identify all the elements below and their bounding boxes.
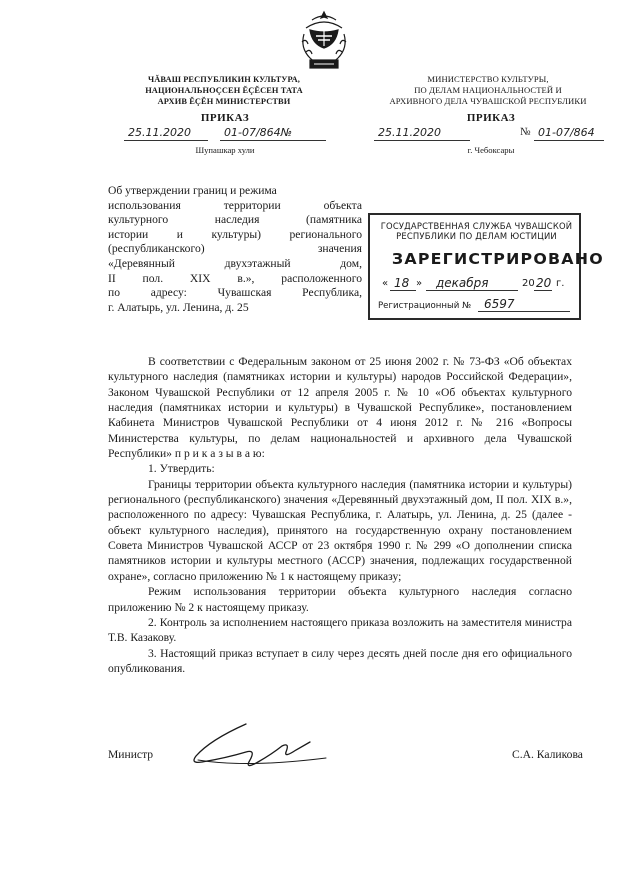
body-paragraph-item-2: 2. Контроль за исполнением настоящего приказа возложить на заместителя министра Т.В. Казакову. — [108, 615, 572, 645]
signatory-role: Министр — [108, 748, 154, 761]
body-paragraph-regime: Режим использования территории объекта культурного наследия согласно приложению № 2 к настоящему приказу. — [108, 585, 572, 614]
right-number-underline — [534, 140, 604, 141]
stamp-date-day: 18 — [394, 276, 410, 290]
left-order-number: 01-07/864№ — [224, 126, 293, 139]
left-order-date: 25.11.2020 — [128, 126, 191, 139]
right-org-line-3: АРХИВНОГО ДЕЛА ЧУВАШСКОЙ РЕСПУБЛИКИ — [389, 96, 587, 106]
left-org-line-2: НАЦИОНАЛЬНОÇСЕН ĔÇĔСЕН ТАТА — [145, 86, 303, 95]
registration-stamp — [368, 213, 604, 320]
order-body — [108, 354, 572, 676]
title-line: г. Алатырь, ул. Ленина, д. 25 — [108, 300, 249, 314]
stamp-day-underline — [390, 290, 416, 291]
left-order-label: ПРИКАЗ — [200, 112, 250, 124]
stamp-date-month: декабря — [436, 276, 489, 290]
body-paragraph-preamble: В соответствии с Федеральным законом от 25 июня 2002 г. № 73-ФЗ «Об объектах культурного наследия (памятниках истории и культуры) народов Российской Федерации», Законом Чувашской Республики от 12 апреля 2005 г. № 10 «Об объектах культурного наследия (памятниках истории и культуры) в Чувашской Республике», постановлением Кабинета Министров Чувашской Республики от 4 июня 2012 г. № 216 «Вопросы Министерства культуры, по делам национальностей и архивного дела Чувашской Республики» п р и к а з ы в а ю: — [108, 355, 572, 461]
title-line: использования территории объекта — [108, 198, 362, 212]
right-order-place: г. Чебоксары — [467, 145, 515, 155]
left-order-place: Шупашкар хули — [195, 145, 255, 155]
stamp-date-year: 20 — [536, 276, 552, 290]
right-order-date: 25.11.2020 — [378, 126, 441, 139]
chuvash-emblem-icon — [296, 8, 352, 74]
title-line: «Деревянный двухэтажный дом, — [108, 256, 362, 270]
stamp-authority — [378, 221, 575, 241]
right-date-underline — [374, 140, 470, 141]
title-line: по адресу: Чувашская Республика, — [108, 286, 362, 300]
right-number-prefix: № — [520, 126, 531, 138]
stamp-line-1: ГОСУДАРСТВЕННАЯ СЛУЖБА ЧУВАШСКОЙ — [380, 221, 573, 231]
stamp-registered-text: ЗАРЕГИСТРИРОВАНО — [391, 250, 604, 268]
stamp-registration-number — [378, 297, 575, 311]
order-title — [108, 184, 362, 315]
left-org-line-3: АРХИВ ĔÇĔН МИНИСТЕРСТВИ — [157, 97, 291, 106]
title-line: (республиканского) значения — [108, 242, 362, 256]
stamp-reg-number: 6597 — [484, 297, 515, 311]
handwritten-signature — [186, 716, 336, 778]
left-date-underline — [124, 140, 208, 141]
stamp-reg-underline — [478, 311, 570, 312]
left-org-line-1: ЧĂВАШ РЕСПУБЛИКИН КУЛЬТУРА, — [148, 75, 300, 84]
right-org-line-1: МИНИСТЕРСТВО КУЛЬТУРЫ, — [427, 74, 549, 84]
title-line: истории и культуры) регионального — [108, 227, 362, 241]
stamp-quote-open: « — [382, 278, 389, 289]
left-organization-header — [126, 74, 322, 107]
title-line: II пол. XIX в.», расположенного — [108, 271, 362, 285]
right-org-line-2: ПО ДЕЛАМ НАЦИОНАЛЬНОСТЕЙ И — [414, 85, 562, 95]
right-order-number: 01-07/864 — [538, 126, 595, 139]
stamp-year-suffix: г. — [556, 278, 565, 289]
title-line: Об утверждении границ и режима — [108, 184, 277, 197]
right-order-label: ПРИКАЗ — [466, 112, 516, 124]
stamp-month-underline — [426, 290, 518, 291]
stamp-year-prefix: 20 — [522, 278, 535, 289]
body-paragraph-item-3: 3. Настоящий приказ вступает в силу через десять дней после дня его официального опубликования. — [108, 646, 572, 675]
left-order-line — [120, 125, 330, 143]
stamp-line-2: РЕСПУБЛИКИ ПО ДЕЛАМ ЮСТИЦИИ — [396, 231, 557, 241]
stamp-year-underline — [534, 290, 552, 291]
right-order-line — [372, 125, 612, 143]
body-paragraph-item-1: 1. Утвердить: — [148, 462, 215, 476]
right-organization-header — [376, 74, 600, 107]
left-number-underline — [220, 140, 326, 141]
signatory-name: С.А. Каликова — [512, 748, 583, 761]
stamp-reg-label: Регистрационный № — [378, 301, 471, 311]
title-line: культурного наследия (памятника — [108, 213, 362, 227]
body-paragraph-boundaries: Границы территории объекта культурного наследия (памятника истории и культуры) регионального (республиканского) значения «Деревянный двухэтажный дом, II пол. XIX в.», расположенного по адресу: Чувашская Республика, г. Алатырь, ул. Ленина, д. 25 (далее - объект культурного наследия), принятого на государственную охрану постановлением Совета Министров Чувашской АССР от 23 октября 1990 г. № 299 «О дополнении списка памятников истории и культуры местного (АССР) значения, подлежащих государственной охране», согласно приложению № 1 к настоящему приказу; — [108, 477, 572, 583]
stamp-quote-close: » — [416, 278, 423, 289]
